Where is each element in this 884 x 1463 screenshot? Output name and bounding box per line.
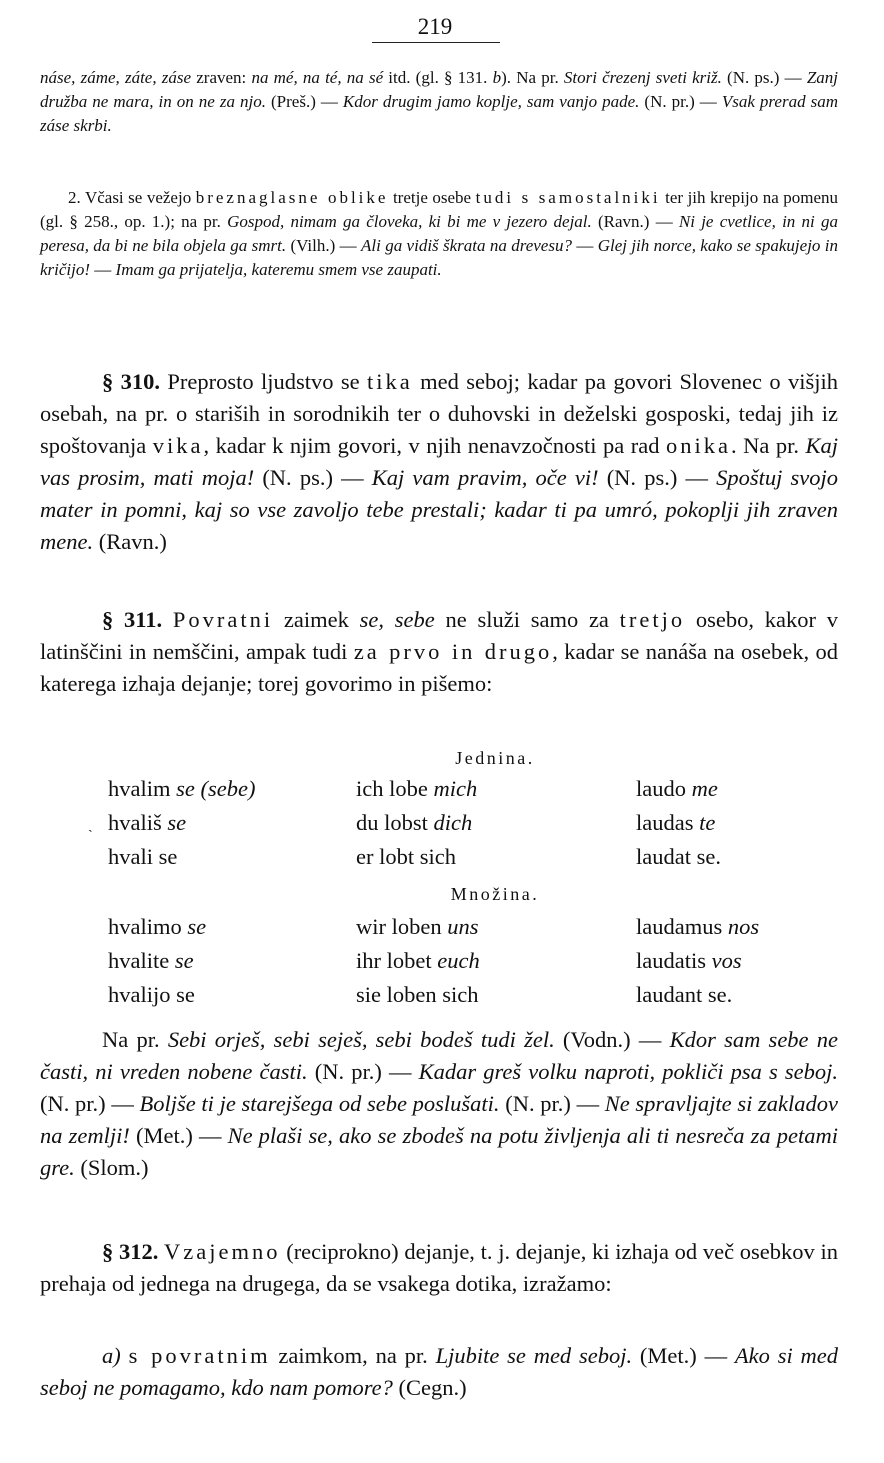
paragraph-point-2 bbox=[40, 186, 838, 282]
text-run: Kaj vas prosim, mati moja! bbox=[40, 433, 838, 490]
text-run: (N. pr.) — bbox=[639, 92, 722, 111]
cell-text: er lobt sich bbox=[356, 844, 456, 869]
text-run: Vzajemno bbox=[164, 1239, 281, 1264]
text-run: Kdor sam sebe ne časti, ni vreden nobene časti. bbox=[40, 1027, 838, 1084]
table-row bbox=[40, 776, 840, 808]
text-run bbox=[162, 607, 173, 632]
text-run: ter jih krepijo na pomenu (gl. § 258., op. 1.); na pr. bbox=[40, 188, 839, 231]
table-cell-la bbox=[636, 982, 732, 1008]
cell-text-italic: te bbox=[699, 810, 716, 835]
text-run: Povratni bbox=[172, 607, 274, 632]
text-run: Kadar greš volku naproti, pokliči psa s seboj. bbox=[418, 1059, 838, 1084]
text-run: Kdor drugim jamo koplje, sam vanjo pade. bbox=[342, 92, 640, 111]
paragraph-text bbox=[40, 1024, 838, 1184]
text-run: vika bbox=[152, 433, 204, 458]
cell-text: laudo bbox=[636, 776, 692, 801]
paragraph-text bbox=[40, 186, 838, 282]
text-run: (Vodn.) — bbox=[554, 1027, 670, 1052]
text-run: Vsak prerad sam záse skrbi. bbox=[40, 92, 838, 135]
text-run: breznaglasne oblike bbox=[195, 188, 389, 207]
text-run: Ali ga vidiš škrata na drevesu? bbox=[361, 236, 572, 255]
cell-text-italic: me bbox=[691, 776, 718, 801]
text-run: (Vilh.) — bbox=[286, 236, 361, 255]
cell-text-italic: vos bbox=[711, 948, 742, 973]
cell-text-italic: euch bbox=[437, 948, 480, 973]
paragraph-examples-pronoun bbox=[40, 66, 838, 138]
text-run: onika bbox=[665, 433, 731, 458]
text-run: Preprosto ljudstvo se bbox=[160, 369, 368, 394]
table-cell-sl bbox=[108, 914, 206, 940]
table-cell-sl bbox=[108, 844, 177, 870]
cell-text: hvalite bbox=[108, 948, 175, 973]
text-run: Zanj družba ne mara, in on ne za njo. bbox=[40, 68, 838, 111]
text-run: , kadar se nanáša na osebek, od katerega izhaja dejanje; torej govorimo in pišemo: bbox=[40, 639, 838, 696]
table-row bbox=[40, 914, 840, 946]
text-run: tretjo bbox=[619, 607, 686, 632]
text-run: itd. (gl. § 131. bbox=[383, 68, 493, 87]
text-run: — bbox=[90, 260, 116, 279]
table-cell-de bbox=[356, 776, 477, 802]
table-cell-sl bbox=[108, 948, 194, 974]
text-run: tika bbox=[367, 369, 413, 394]
cell-text: sie loben sich bbox=[356, 982, 479, 1007]
table-cell-sl bbox=[108, 982, 195, 1008]
text-run: ). Na pr. bbox=[501, 68, 564, 87]
text-run: Ne spravljajte si zakladov na zemlji! bbox=[40, 1091, 838, 1148]
cell-text-italic: se bbox=[174, 948, 194, 973]
cell-text: hvalijo se bbox=[108, 982, 195, 1007]
cell-text: hvališ bbox=[108, 810, 168, 835]
cell-text: wir loben bbox=[356, 914, 448, 939]
text-run: za prvo in drugo bbox=[353, 639, 553, 664]
table-cell-de bbox=[356, 810, 472, 836]
table-row bbox=[40, 810, 840, 842]
cell-text: hvalim bbox=[108, 776, 177, 801]
text-run: osebo, kakor v latinščini in nemščini, ampak tudi bbox=[40, 607, 838, 664]
text-run: (Cegn.) bbox=[392, 1375, 467, 1400]
cell-text-italic: se (sebe) bbox=[176, 776, 256, 801]
text-run: (N. ps.) — bbox=[598, 465, 717, 490]
text-run: (N. pr.) — bbox=[499, 1091, 605, 1116]
cell-text-italic: dich bbox=[433, 810, 473, 835]
text-run: ne služi samo za bbox=[434, 607, 620, 632]
table-heading-plural: Množina. bbox=[450, 884, 540, 904]
cell-text-italic: mich bbox=[433, 776, 478, 801]
table-cell-la bbox=[636, 810, 715, 836]
paragraph-text bbox=[40, 66, 838, 138]
text-run: se, sebe bbox=[359, 607, 435, 632]
cell-text: du lobst bbox=[356, 810, 434, 835]
table-row bbox=[40, 948, 840, 980]
text-run: a) bbox=[102, 1343, 121, 1368]
text-run bbox=[121, 1343, 129, 1368]
text-run: s povratnim bbox=[128, 1343, 271, 1368]
text-run: (reciprokno) dejanje, t. j. dejanje, ki izhaja od več osebkov in prehaja od jednega na drugega, da se vsakega dotika, izražamo: bbox=[40, 1239, 838, 1296]
cell-text: ich lobe bbox=[356, 776, 434, 801]
table-cell-sl bbox=[108, 776, 255, 802]
conjugation-table bbox=[40, 748, 840, 1028]
cell-text-italic: se bbox=[187, 914, 207, 939]
section-text bbox=[40, 1236, 838, 1300]
table-row bbox=[40, 982, 840, 1014]
section-312-a bbox=[40, 1340, 838, 1404]
text-run: (Ravn.) bbox=[93, 529, 167, 554]
section-text bbox=[40, 604, 838, 700]
text-run: (N. ps.) — bbox=[254, 465, 372, 490]
text-run: náse, záme, záte, záse bbox=[40, 68, 192, 87]
text-run: zraven: bbox=[191, 68, 252, 87]
text-run: Ljubite se med seboj. bbox=[435, 1343, 633, 1368]
table-cell-la bbox=[636, 948, 742, 974]
text-run: § 312. bbox=[102, 1239, 159, 1264]
cell-text: ihr lobet bbox=[356, 948, 438, 973]
text-run: Spoštuj svojo mater in pomni, kaj so vse zavoljo tebe prestali; kadar ti pa umró, pokoplji jih zraven mene. bbox=[40, 465, 838, 554]
text-run: tudi s samostalniki bbox=[475, 188, 661, 207]
text-run: Kaj vam pravim, oče vi! bbox=[371, 465, 599, 490]
cell-text: laudatis bbox=[636, 948, 712, 973]
text-run: (Met.) — bbox=[632, 1343, 735, 1368]
text-run: Sebi orješ, sebi seješ, sebi bodeš tudi žel. bbox=[167, 1027, 555, 1052]
cell-text-italic: se bbox=[167, 810, 187, 835]
text-run: Boljše ti je starejšega od sebe poslušati. bbox=[139, 1091, 500, 1116]
table-cell-sl bbox=[108, 810, 186, 836]
text-run: , kadar k njim govori, v njih nenavzočnosti pa rad bbox=[203, 433, 666, 458]
text-run: § 311. bbox=[102, 607, 163, 632]
text-run: (N. pr.) — bbox=[307, 1059, 419, 1084]
text-run: (Preš.) — bbox=[265, 92, 343, 111]
text-run: (Met.) — bbox=[129, 1123, 228, 1148]
cell-text: laudant se. bbox=[636, 982, 733, 1007]
text-run: (N. pr.) — bbox=[40, 1091, 140, 1116]
table-cell-de bbox=[356, 914, 479, 940]
table-heading-singular: Jednina. bbox=[455, 748, 535, 768]
section-text bbox=[40, 366, 838, 558]
cell-text: laudat se. bbox=[636, 844, 721, 869]
table-cell-la bbox=[636, 914, 759, 940]
table-cell-de bbox=[356, 982, 478, 1008]
stray-mark: ˎ bbox=[88, 818, 93, 833]
section-311 bbox=[40, 604, 838, 700]
text-run: (Slom.) bbox=[74, 1155, 149, 1180]
table-cell-de bbox=[356, 948, 480, 974]
text-run: zaimek bbox=[273, 607, 360, 632]
text-run: (Ravn.) — bbox=[591, 212, 679, 231]
table-row bbox=[40, 844, 840, 876]
text-run: Gospod, nimam ga človeka, ki bi me v jezero dejal. bbox=[227, 212, 592, 231]
examples-311 bbox=[40, 1024, 838, 1184]
text-run: Ako si med seboj ne pomagamo, kdo nam pomore? bbox=[40, 1343, 838, 1400]
text-run: zaimkom, na pr. bbox=[270, 1343, 436, 1368]
text-run: Na pr. bbox=[102, 1027, 168, 1052]
text-run: Ne plaši se, ako se zbodeš na potu življenja ali ti nesreča za petami gre. bbox=[40, 1123, 838, 1180]
page-number: 219 bbox=[417, 14, 453, 39]
cell-text-italic: uns bbox=[447, 914, 479, 939]
subsection-text bbox=[40, 1340, 838, 1404]
section-310 bbox=[40, 366, 838, 558]
cell-text: hvalimo bbox=[108, 914, 188, 939]
text-run: § 310. bbox=[102, 369, 161, 394]
cell-text: laudamus bbox=[636, 914, 728, 939]
text-run: med seboj; kadar pa govori Slovenec o višjih osebah, na pr. o stariših in sorodnikih ter o duhovski in deželski gosposki, tedaj jih iz spoštovanja bbox=[40, 369, 839, 458]
header-rule bbox=[372, 42, 500, 43]
text-run: Imam ga prijatelja, kateremu smem vse zaupati. bbox=[115, 260, 442, 279]
table-cell-de bbox=[356, 844, 456, 870]
text-run: (N. ps.) — bbox=[721, 68, 807, 87]
cell-text: hvali se bbox=[108, 844, 178, 869]
text-run: Stori črezenj sveti križ. bbox=[563, 68, 722, 87]
text-run: Ni je cvetlice, in ni ga peresa, da bi ne bila objela ga smrt. bbox=[40, 212, 838, 255]
cell-text: laudas bbox=[636, 810, 700, 835]
text-run: tretje osebe bbox=[388, 188, 476, 207]
text-run: 2. Včasi se vežejo bbox=[68, 188, 196, 207]
cell-text-italic: nos bbox=[727, 914, 760, 939]
table-cell-la bbox=[636, 776, 718, 802]
section-312 bbox=[40, 1236, 838, 1300]
text-run: . Na pr. bbox=[730, 433, 806, 458]
text-run: — bbox=[571, 236, 598, 255]
table-cell-la bbox=[636, 844, 721, 870]
text-run: Glej jih norce, kako se spakujejo in kričijo! bbox=[40, 236, 839, 279]
text-run: na mé, na té, na sé bbox=[251, 68, 384, 87]
text-run: b bbox=[492, 68, 502, 87]
